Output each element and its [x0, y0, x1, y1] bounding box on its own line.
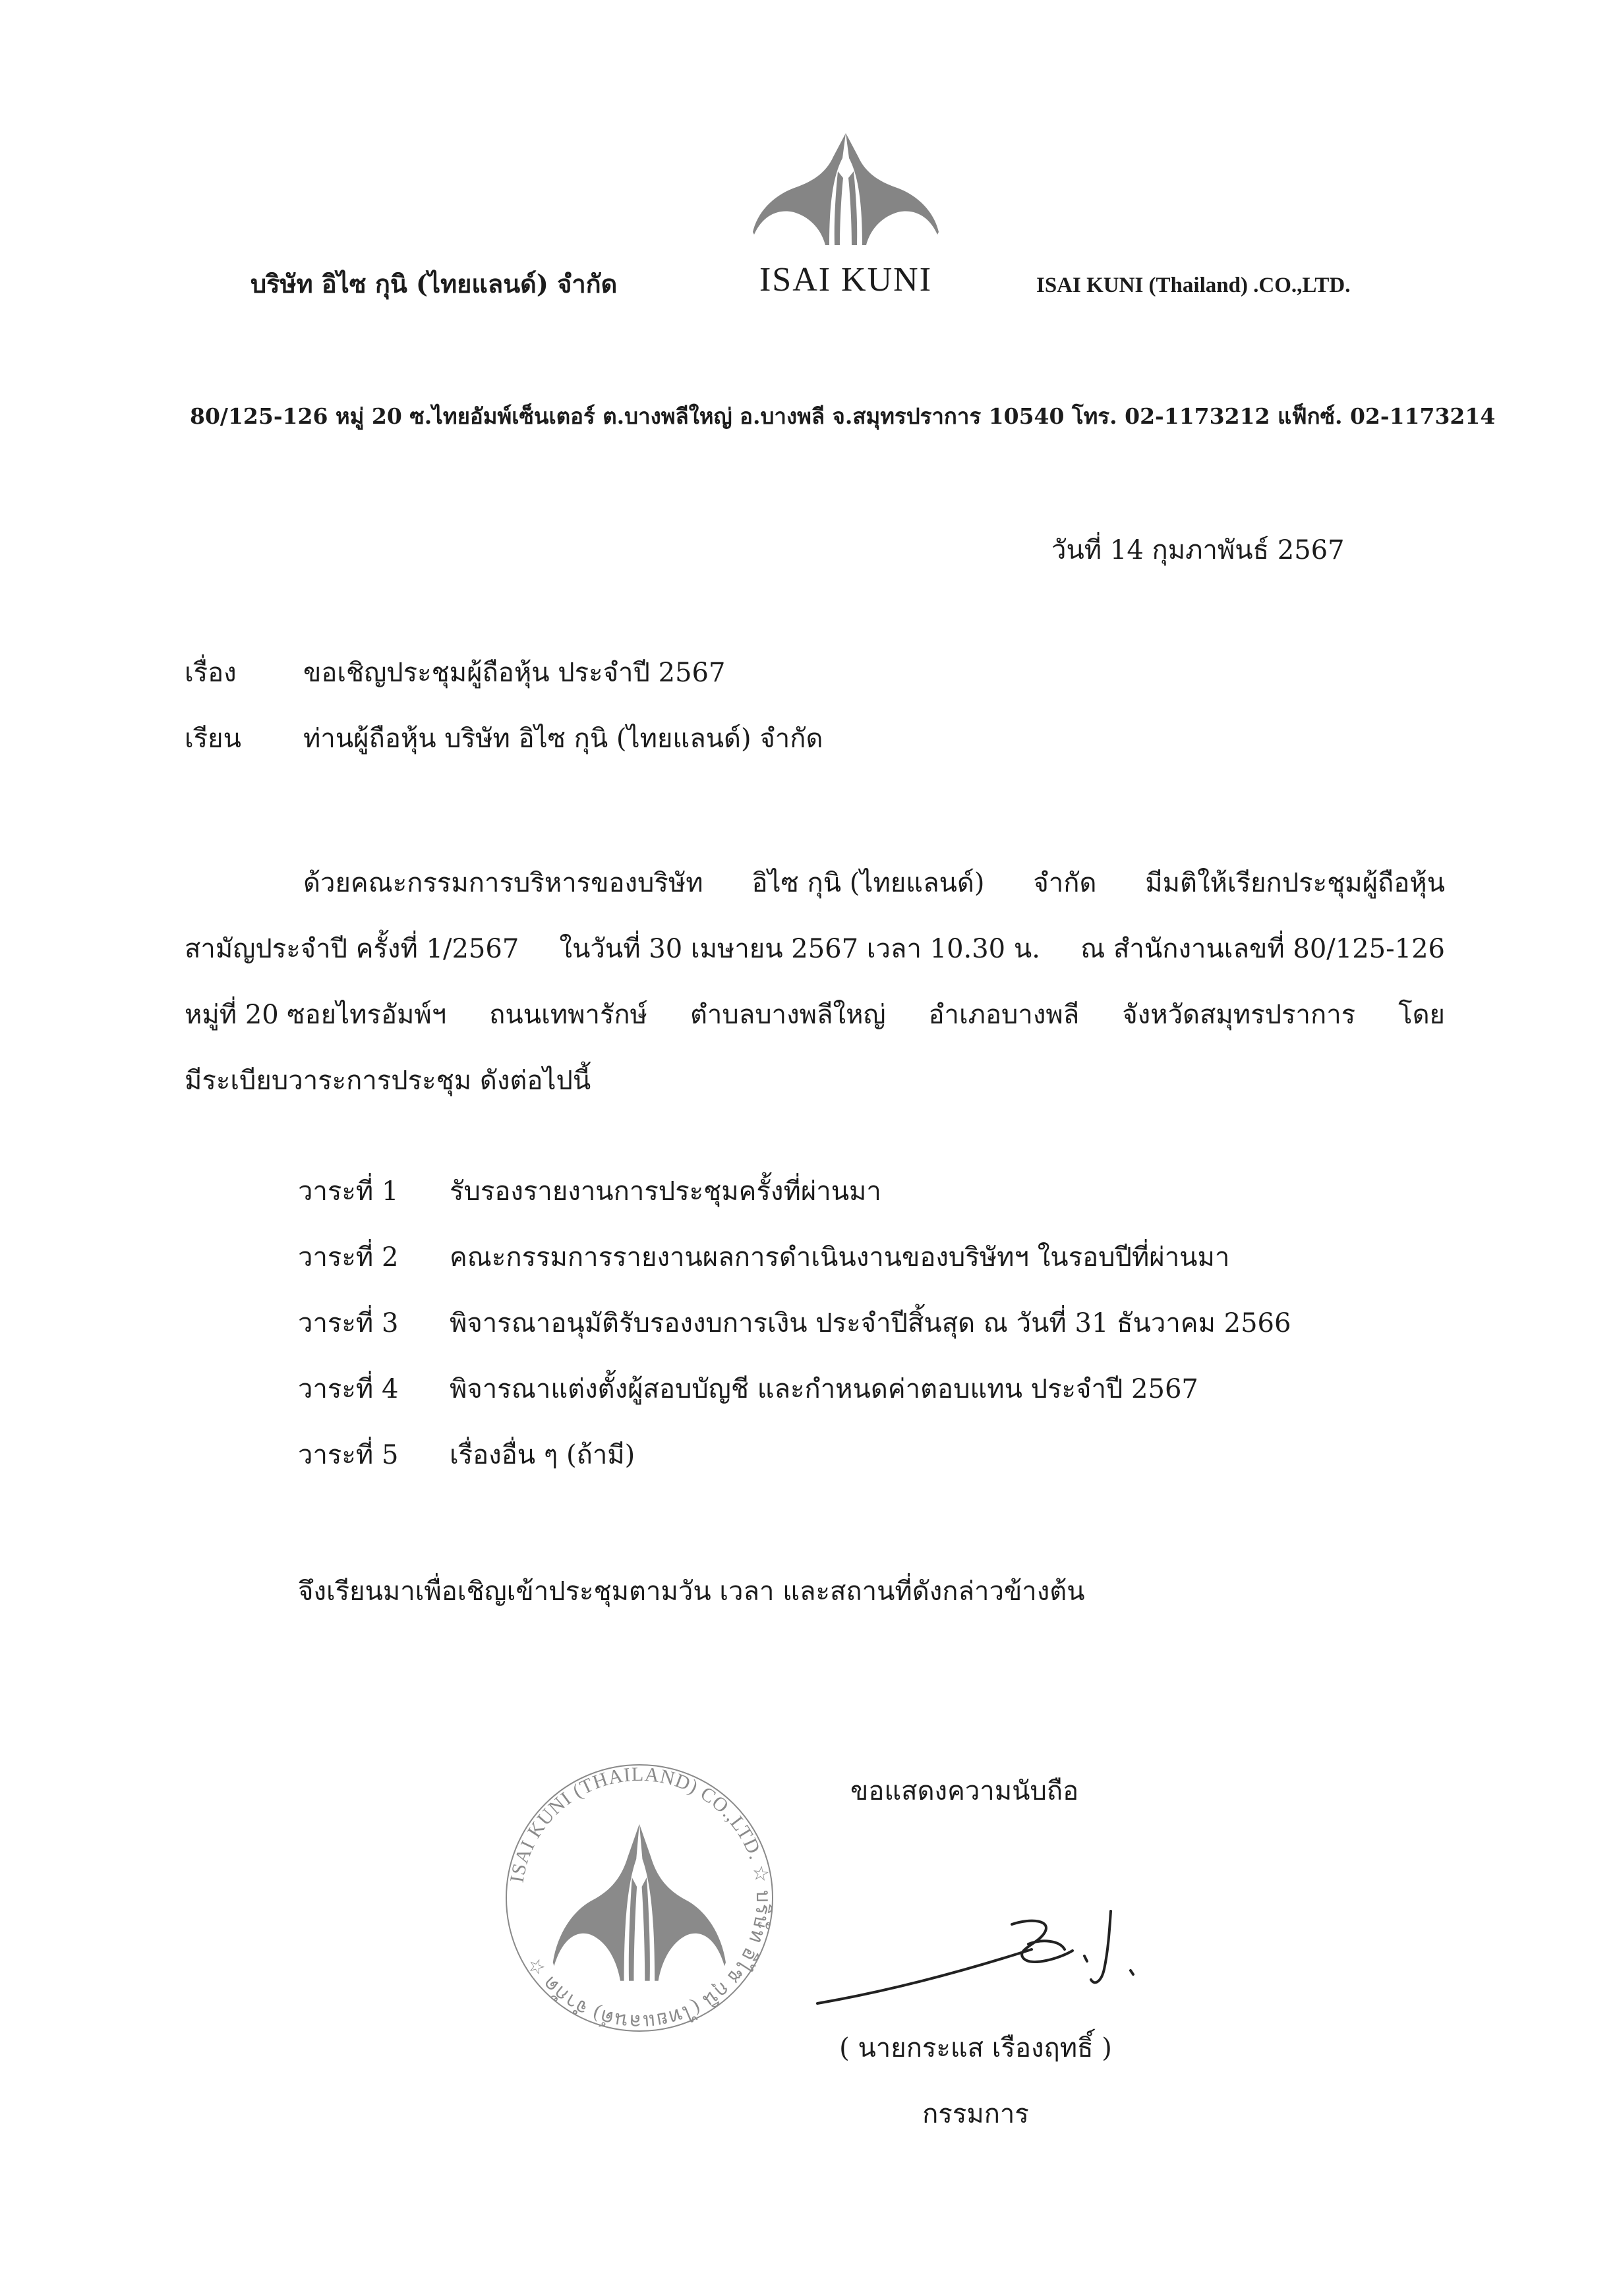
agenda-item-label: วาระที่ 3	[298, 1308, 399, 1338]
body-segment: จังหวัดสมุทรปราการ	[1122, 1000, 1356, 1030]
recipient-label: เรียน	[185, 724, 241, 754]
company-name-english: ISAI KUNI (Thailand) .CO.,LTD.	[1036, 273, 1351, 297]
body-segment: ในวันที่ 30 เมษายน 2567 เวลา 10.30 น.	[559, 934, 1040, 964]
body-line	[185, 916, 1445, 982]
agenda-item	[298, 1367, 1291, 1433]
signer-name: ( นายกระแส เรืองฤทธิ์ )	[839, 2033, 1112, 2063]
agenda-item-text: พิจารณาแต่งตั้งผู้สอบบัญชี และกำหนดค่าตอบแทน ประจำปี 2567	[450, 1374, 1198, 1404]
body-segment: ถนนเทพารักษ์	[489, 1000, 648, 1030]
body-segment: โดย	[1398, 1000, 1445, 1030]
body-paragraph	[185, 850, 1445, 1114]
agenda-item	[298, 1170, 1291, 1236]
handwritten-signature	[814, 1898, 1150, 2010]
agenda-item	[298, 1236, 1291, 1302]
regards-text: ขอแสดงความนับถือ	[850, 1776, 1079, 1806]
body-segment: สามัญประจำปี ครั้งที่ 1/2567	[185, 934, 519, 964]
letter-date: วันที่ 14 กุมภาพันธ์ 2567	[1051, 535, 1345, 565]
agenda-item-label: วาระที่ 1	[298, 1176, 399, 1207]
body-segment: ตำบลบางพลีใหญ่	[690, 1000, 886, 1030]
company-name-thai: บริษัท อิไซ กุนิ (ไทยแลนด์) จำกัด	[250, 269, 618, 299]
body-segment: อิไซ กุนิ (ไทยแลนด์)	[751, 868, 985, 898]
body-segment: อำเภอบางพลี	[928, 1000, 1080, 1030]
agenda-item-text: รับรองรายงานการประชุมครั้งที่ผ่านมา	[450, 1176, 881, 1207]
subject-label: เรื่อง	[185, 658, 237, 688]
body-segment: มีมติให้เรียกประชุมผู้ถือหุ้น	[1145, 868, 1445, 898]
agenda-item-label: วาระที่ 5	[298, 1440, 399, 1470]
body-segment: หมู่ที่ 20 ซอยไทรอัมพ์ฯ	[185, 1000, 447, 1030]
brand-name: ISAI KUNI	[759, 261, 933, 299]
svg-text:ISAI KUNI (THAILAND) CO.,LTD.	[506, 1764, 774, 2032]
seal-text: ISAI KUNI (THAILAND) CO.,LTD. ☆ บริษัท อิไซ กุนิ (ไทยแลนด์) จำกัด ☆	[506, 1763, 775, 2033]
body-line	[185, 850, 1445, 916]
agenda-item-label: วาระที่ 4	[298, 1374, 399, 1404]
agenda-list	[298, 1170, 1291, 1499]
closing-sentence: จึงเรียนมาเพื่อเชิญเข้าประชุมตามวัน เวลา และสถานที่ดังกล่าวข้างต้น	[298, 1576, 1085, 1607]
body-segment: มีระเบียบวาระการประชุม ดังต่อไปนี้	[185, 1066, 591, 1096]
recipient-text: ท่านผู้ถือหุ้น บริษัท อิไซ กุนิ (ไทยแลนด์) จำกัด	[303, 724, 823, 754]
body-segment: ณ สำนักงานเลขที่ 80/125-126	[1080, 934, 1445, 964]
body-line	[185, 982, 1445, 1048]
company-address: 80/125-126 หมู่ 20 ซ.ไทยอัมพ์เซ็นเตอร์ ต.บางพลีใหญ่ อ.บางพลี จ.สมุทรปราการ 10540 โทร. 02-1173212 แฟ็กซ์. 02-1173214	[190, 403, 1496, 429]
signer-position: กรรมการ	[922, 2099, 1029, 2129]
agenda-item-label: วาระที่ 2	[298, 1242, 399, 1273]
agenda-item-text: พิจารณาอนุมัติรับรองงบการเงิน ประจำปีสิ้นสุด ณ วันที่ 31 ธันวาคม 2566	[450, 1308, 1291, 1338]
body-segment: ด้วยคณะกรรมการบริหารของบริษัท	[303, 868, 703, 898]
agenda-item-text: เรื่องอื่น ๆ (ถ้ามี)	[450, 1440, 635, 1470]
body-segment: จำกัด	[1033, 868, 1097, 898]
body-line	[185, 1048, 1445, 1114]
agenda-item	[298, 1302, 1291, 1367]
company-logo-icon	[750, 132, 941, 247]
agenda-item	[298, 1433, 1291, 1499]
agenda-item-text: คณะกรรมการรายงานผลการดำเนินงานของบริษัทฯ ในรอบปีที่ผ่านมา	[450, 1242, 1230, 1273]
company-seal-stamp	[501, 1760, 778, 2036]
subject-text: ขอเชิญประชุมผู้ถือหุ้น ประจำปี 2567	[303, 658, 726, 688]
